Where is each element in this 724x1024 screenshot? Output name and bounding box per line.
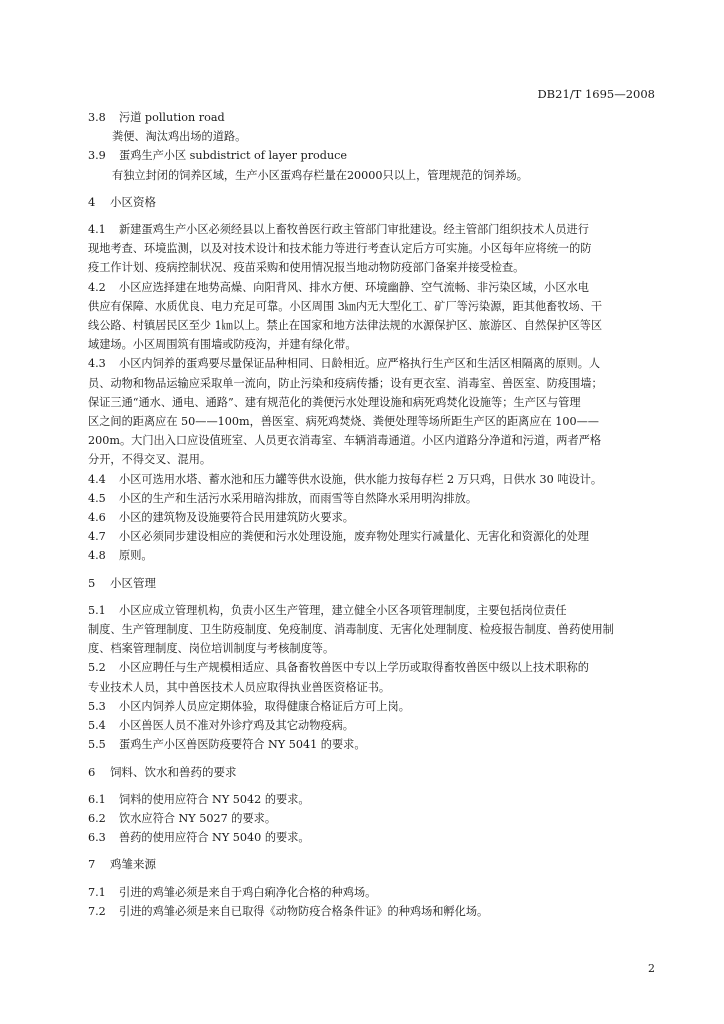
- clause-text: 现地考查、环境监测，以及对技术设计和技术能力等进行考查认定后方可实施。小区每年应将统一的防: [88, 242, 592, 256]
- section-heading: [88, 763, 660, 782]
- clause-number: 6.2: [88, 811, 106, 825]
- section-heading: [88, 574, 660, 593]
- clause-text: 度、档案管理制度、岗位培训制度与考核制度等。: [88, 642, 335, 656]
- clause-line: [88, 508, 660, 527]
- clause-line: [88, 716, 660, 735]
- clause-text: 小区应选择建在地势高燥、向阳背风、排水方便、环境幽静、空气流畅、非污染区域，小区水电: [119, 280, 589, 294]
- section-title: 鸡雏来源: [110, 857, 156, 872]
- clause-number: 4.7: [88, 530, 106, 544]
- clause-text: 小区应成立管理机构，负责小区生产管理，建立健全小区各项管理制度，主要包括岗位责任: [119, 603, 567, 617]
- clause-number: 4.6: [88, 511, 106, 525]
- clause-line: [88, 883, 660, 902]
- term-text: 污道 pollution road: [119, 111, 225, 124]
- clause-text: 域建场。小区周围筑有围墙或防疫沟，并建有绿化带。: [88, 338, 357, 352]
- clause-number: 5.4: [88, 719, 106, 733]
- document-body: [88, 108, 660, 921]
- clause-line: [88, 658, 660, 677]
- section-heading: [88, 855, 660, 874]
- section-title: 小区管理: [110, 575, 156, 590]
- clause-number: 5.5: [88, 738, 106, 752]
- definition-text: 有独立封闭的饲养区域，生产小区蛋鸡存栏量在20000只以上，管理规范的饲养场。: [112, 168, 528, 182]
- clause-line: [88, 809, 660, 828]
- clause-text: 小区可选用水塔、蓄水池和压力罐等供水设施，供水能力按每存栏 2 万只鸡，日供水 30 吨设计。: [119, 472, 603, 486]
- definition-text: 粪便、淘汰鸡出场的道路。: [112, 130, 247, 144]
- clause-text: 制度、生产管理制度、卫生防疫制度、免疫制度、消毒制度、无害化处理制度、检疫报告制度、兽药使用制: [88, 623, 614, 637]
- clause-text: 专业技术人员，其中兽医技术人员应取得执业兽医资格证书。: [88, 680, 391, 694]
- page-number: 2: [648, 962, 655, 975]
- section-number: 5: [88, 575, 96, 590]
- clause-text: 蛋鸡生产小区兽医防疫要符合 NY 5041 的要求。: [119, 738, 366, 752]
- clause-number: 7.1: [88, 885, 106, 899]
- section-number: 6: [88, 764, 96, 779]
- clause-text: 200m。大门出入口应设值班室、人员更衣消毒室、车辆消毒通道。小区内道路分净道和污道，两者严格: [88, 434, 602, 448]
- clause-text: 引进的鸡雏必须是来自已取得《动物防疫合格条件证》的种鸡场和孵化场。: [119, 904, 489, 918]
- clause-text: 保证三通“通水、通电、通路”、建有规范化的粪便污水处理设施和病死鸡焚化设施等；生产区与管理: [88, 395, 581, 409]
- clause-text: 员、动物和物品运输应采取单一流向，防止污染和疫病传播；设有更衣室、消毒室、兽医室、防疫围墙；: [88, 376, 603, 390]
- clause-text: 原则。: [119, 549, 153, 563]
- clause-text: 小区兽医人员不准对外诊疗鸡及其它动物疫病。: [119, 719, 354, 733]
- clause-number: 4.8: [88, 549, 106, 563]
- clause-number: 3.8: [88, 111, 106, 124]
- clause-number: 6.3: [88, 831, 106, 845]
- clause-number: 5.2: [88, 661, 106, 675]
- clause-line: [88, 278, 660, 297]
- clause-number: 3.9: [88, 149, 106, 163]
- clause-text: 区之间的距离应在 50——100m，兽医室、病死鸡焚烧、粪便处理等场所距生产区的距离应在 100——: [88, 415, 599, 429]
- clause-text: 小区内饲养人员应定期体验，取得健康合格证后方可上岗。: [119, 699, 410, 713]
- clause-line: [88, 735, 660, 754]
- clause-text: 线公路、村镇居民区至少 1㎞以上。禁止在国家和地方法律法规的水源保护区、旅游区、自然保护区等区: [88, 319, 603, 333]
- clause-continuation: [88, 393, 660, 412]
- standard-code: DB21/T 1695—2008: [537, 87, 655, 101]
- clause-line: [88, 790, 660, 809]
- clause-line: [88, 527, 660, 546]
- clause-continuation: [88, 450, 660, 469]
- clause-line: [88, 902, 660, 921]
- clause-text: 小区内饲养的蛋鸡要尽量保证品种相同、日龄相近。应严格执行生产区和生活区相隔离的原则。人: [119, 357, 601, 371]
- clause-line: [88, 220, 660, 239]
- definition-term: [88, 108, 660, 127]
- clause-text: 小区必须同步建设相应的粪便和污水处理设施，废弃物处理实行减量化、无害化和资源化的处理: [119, 530, 589, 544]
- clause-continuation: [88, 239, 660, 258]
- clause-continuation: [88, 374, 660, 393]
- clause-continuation: [88, 620, 660, 639]
- clause-continuation: [88, 639, 660, 658]
- clause-text: 引进的鸡雏必须是来自于鸡白痢净化合格的种鸡场。: [119, 885, 377, 899]
- clause-text: 新建蛋鸡生产小区必须经县以上畜牧兽医行政主管部门审批建设。经主管部门组织技术人员进行: [119, 223, 589, 237]
- clause-number: 4.4: [88, 472, 106, 486]
- clause-continuation: [88, 431, 660, 450]
- clause-number: 4.2: [88, 280, 106, 294]
- clause-line: [88, 470, 660, 489]
- clause-number: 6.1: [88, 792, 106, 806]
- clause-line: [88, 354, 660, 373]
- clause-number: 5.3: [88, 699, 106, 713]
- clause-text: 小区应聘任与生产规模相适应、具备畜牧兽医中专以上学历或取得畜牧兽医中级以上技术职称的: [119, 661, 589, 675]
- term-text: 蛋鸡生产小区 subdistrict of layer produce: [119, 149, 348, 163]
- section-title: 小区资格: [110, 194, 156, 209]
- clause-continuation: [88, 258, 660, 277]
- clause-line: [88, 828, 660, 847]
- section-number: 7: [88, 857, 96, 872]
- clause-continuation: [88, 316, 660, 335]
- clause-text: 小区的生产和生活污水采用暗沟排放，而雨雪等自然降水采用明沟排放。: [119, 491, 478, 505]
- clause-continuation: [88, 678, 660, 697]
- clause-line: [88, 601, 660, 620]
- clause-line: [88, 546, 660, 565]
- section-title: 饲料、饮水和兽药的要求: [110, 764, 237, 779]
- section-heading: [88, 193, 660, 212]
- clause-number: 7.2: [88, 904, 106, 918]
- definition-term: [88, 146, 660, 165]
- clause-number: 5.1: [88, 603, 106, 617]
- clause-continuation: [88, 412, 660, 431]
- clause-text: 兽药的使用应符合 NY 5040 的要求。: [119, 831, 310, 845]
- clause-continuation: [88, 335, 660, 354]
- clause-text: 疫工作计划、疫病控制状况、疫苗采购和使用情况报当地动物防疫部门备案并接受检查。: [88, 261, 525, 275]
- clause-continuation: [88, 297, 660, 316]
- clause-number: 4.3: [88, 357, 106, 371]
- clause-number: 4.5: [88, 491, 106, 505]
- clause-line: [88, 489, 660, 508]
- clause-text: 小区的建筑物及设施要符合民用建筑防火要求。: [119, 511, 354, 525]
- clause-text: 饲料的使用应符合 NY 5042 的要求。: [119, 792, 310, 806]
- clause-number: 4.1: [88, 223, 106, 237]
- clause-text: 分开，不得交叉、混用。: [88, 453, 212, 467]
- clause-text: 饮水应符合 NY 5027 的要求。: [119, 811, 277, 825]
- clause-line: [88, 697, 660, 716]
- section-number: 4: [88, 194, 96, 209]
- clause-text: 供应有保障、水质优良、电力充足可靠。小区周围 3㎞内无大型化工、矿厂等污染源，距其他畜牧场、干: [88, 299, 603, 313]
